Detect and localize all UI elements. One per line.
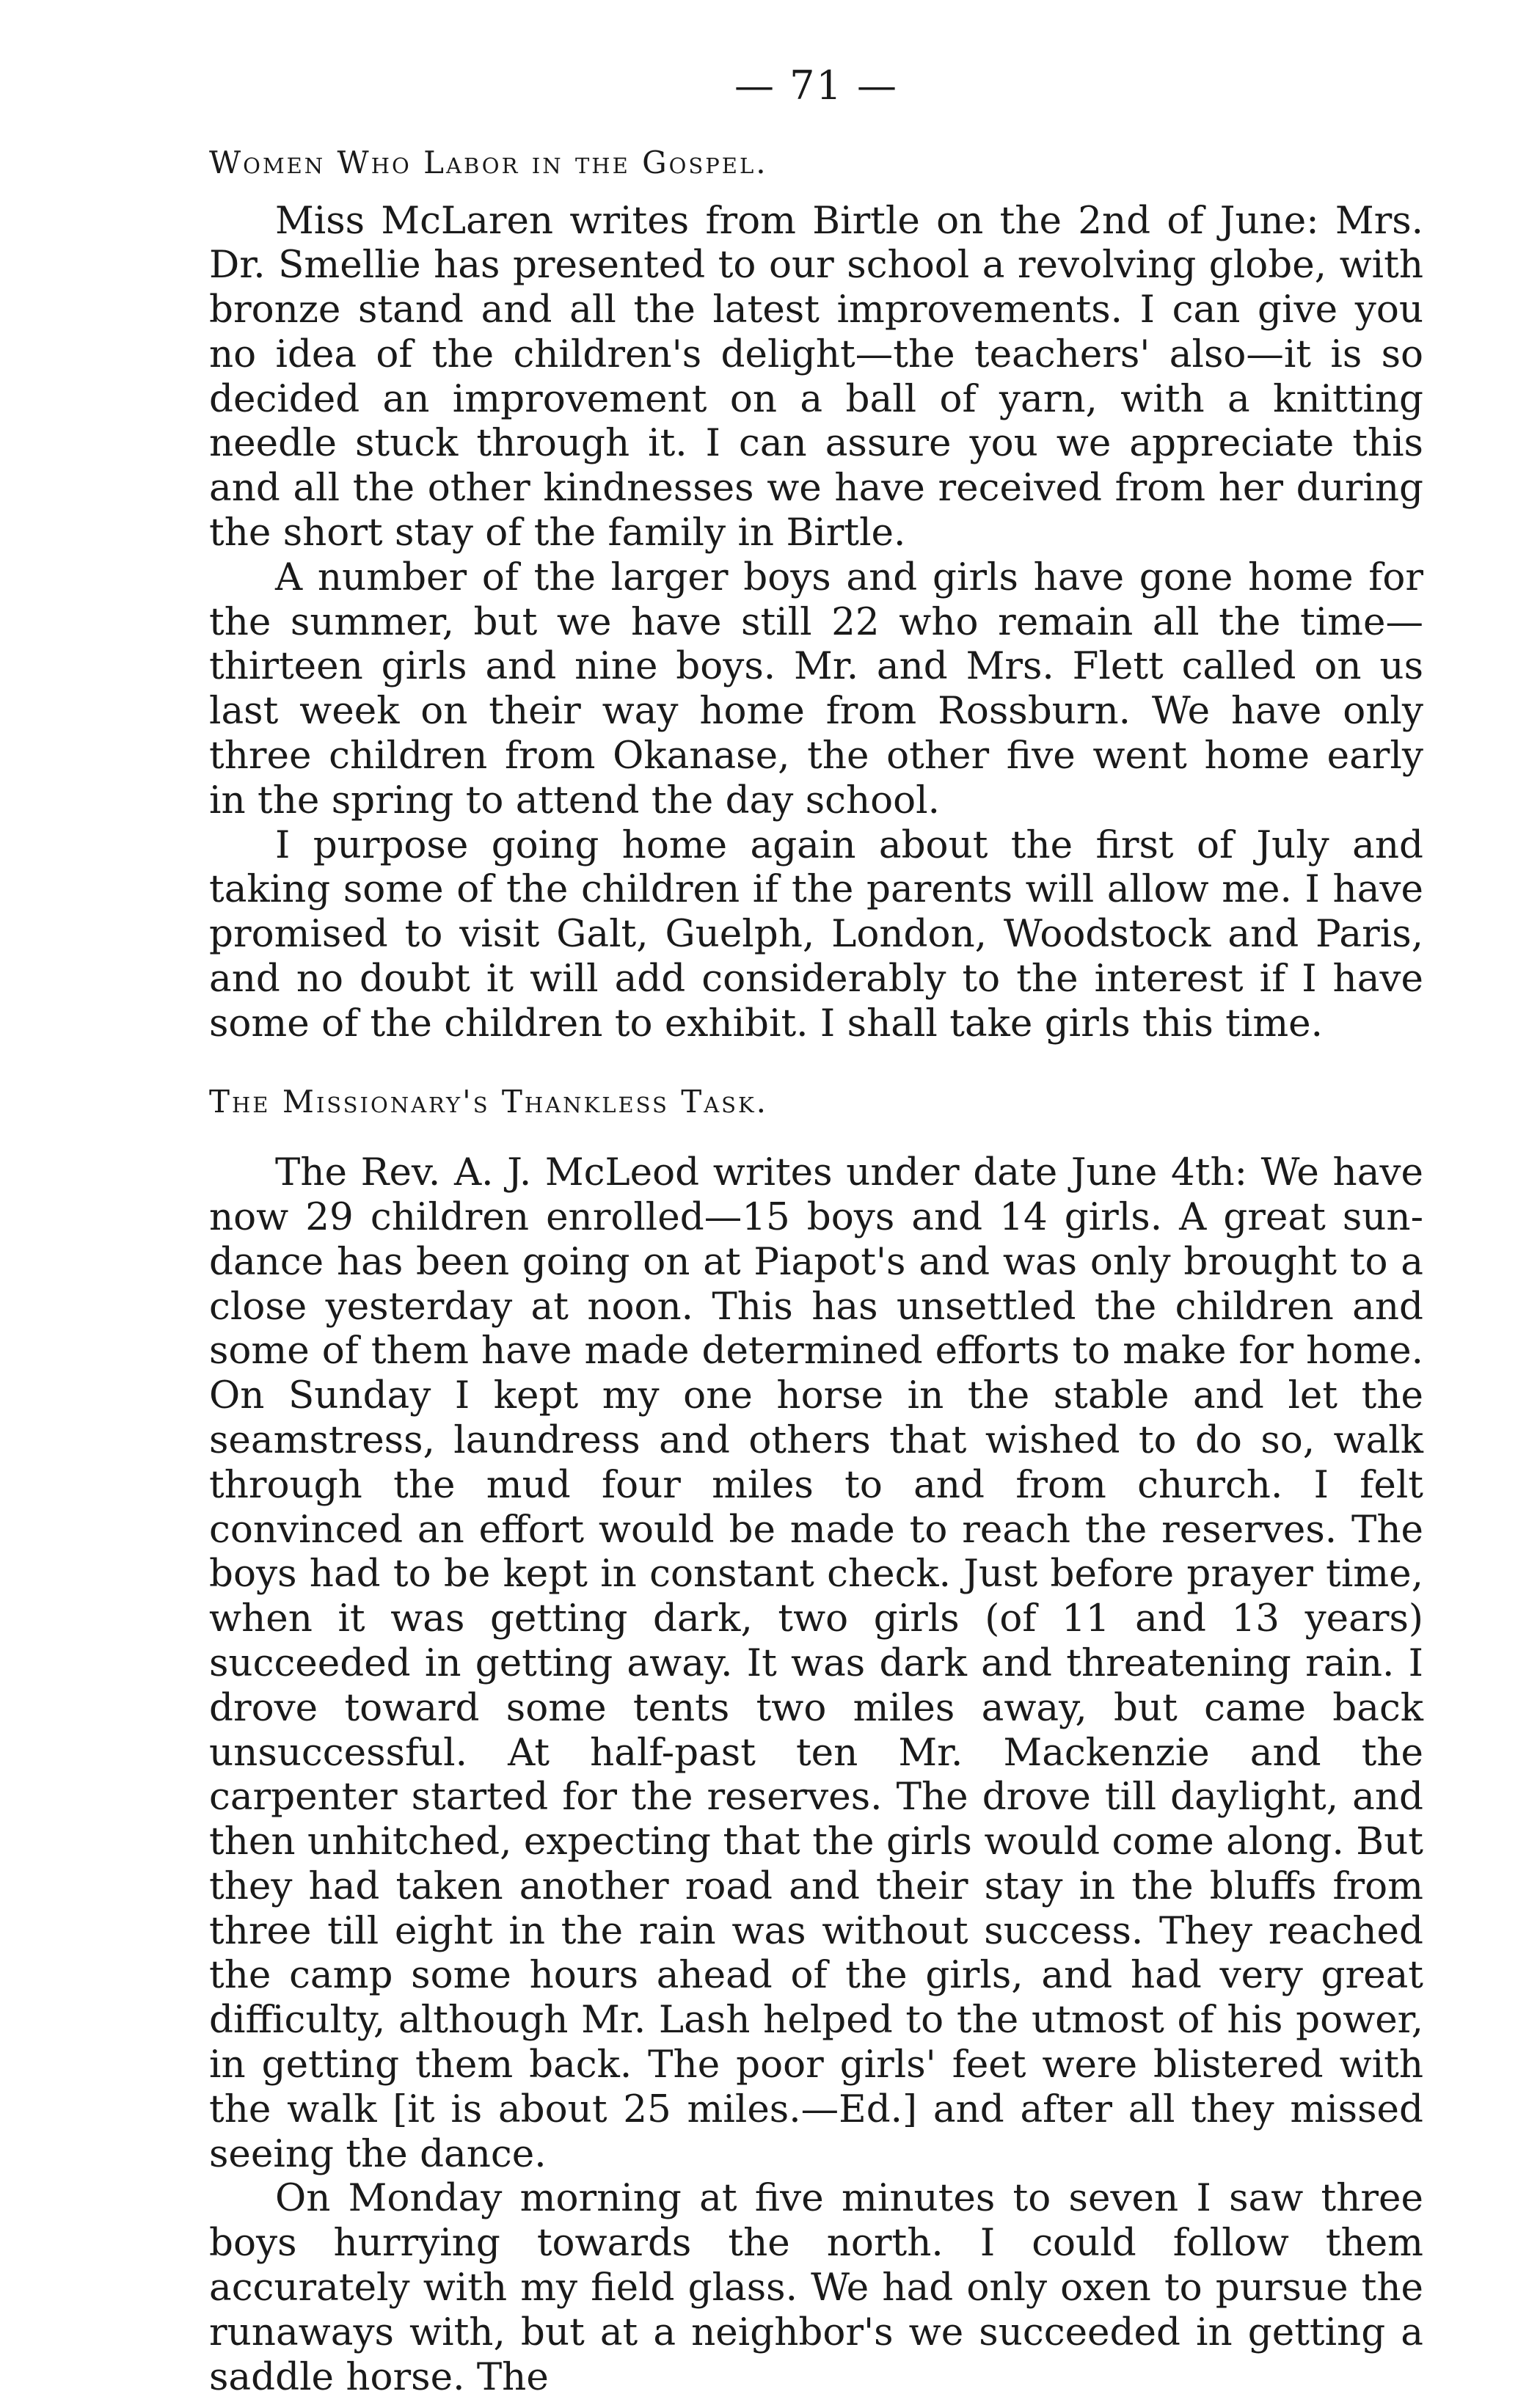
paragraph-mclaren-globe: Miss McLaren writes from Birtle on the 2nd of June: Mrs. Dr. Smellie has presented to our school a revolving globe, with bronze stand and all the latest improvements. I can give you no idea of the children's delight—the teachers' also—it is so decided an improvement on a ball of yarn, with a knitting needle stuck through it. I can assure you we appreciate this and all the other kindnesses we have received from her during the short stay of the family in Birtle. <box>209 198 1423 555</box>
page-number: — 71 — <box>734 62 899 109</box>
document-page <box>209 62 1423 2399</box>
paragraph-going-home-july: I purpose going home again about the first of July and taking some of the children if the parents will allow me. I have promised to visit Galt, Guelph, London, Woodstock and Paris, and no doubt it will add considerably to the interest if I have some of the children to exhibit. I shall take girls this time. <box>209 822 1423 1046</box>
paragraph-monday-morning: On Monday morning at five minutes to seven I saw three boys hurrying towards the north. I could follow them accurately with my field glass. We had only oxen to pursue the runaways with, but at a neighbor's we succeeded in getting a saddle horse. The <box>209 2176 1423 2399</box>
section-heading-missionary-task: The Missionary's Thankless Task. <box>209 1083 769 1120</box>
paragraph-boys-girls-home: A number of the larger boys and girls have gone home for the summer, but we have still 22 who remain all the time—thirteen girls and nine boys. Mr. and Mrs. Flett called on us last week on their way home from Rossburn. We have only three children from Okanase, the other five went home early in the spring to attend the day school. <box>209 555 1423 822</box>
paragraph-mcleod-sundance: The Rev. A. J. McLeod writes under date June 4th: We have now 29 children enrolled—15 boys and 14 girls. A great sundance has been going on at Piapot's and was only brought to a close yesterday at noon. This has unsettled the children and some of them have made determined efforts to make for home. On Sunday I kept my one horse in the stable and let the seamstress, laundress and others that wished to do so, walk through the mud four miles to and from church. I felt convinced an effort would be made to reach the reserves. The boys had to be kept in constant check. Just before prayer time, when it was getting dark, two girls (of 11 and 13 years) succeeded in getting away. It was dark and threatening rain. I drove toward some tents two miles away, but came back unsuccessful. At half-past ten Mr. Mackenzie and the carpenter started for the reserves. The drove till daylight, and then unhitched, expecting that the girls would come along. But they had taken another road and their stay in the bluffs from three till eight in the rain was without success. They reached the camp some hours ahead of the girls, and had very great difficulty, although Mr. Lash helped to the utmost of his power, in getting them back. The poor girls' feet were blistered with the walk [it is about 25 miles.—Ed.] and after all they missed seeing the dance. <box>209 1150 1423 2176</box>
section-heading-women-who-labor: Women Who Labor in the Gospel. <box>209 145 768 180</box>
